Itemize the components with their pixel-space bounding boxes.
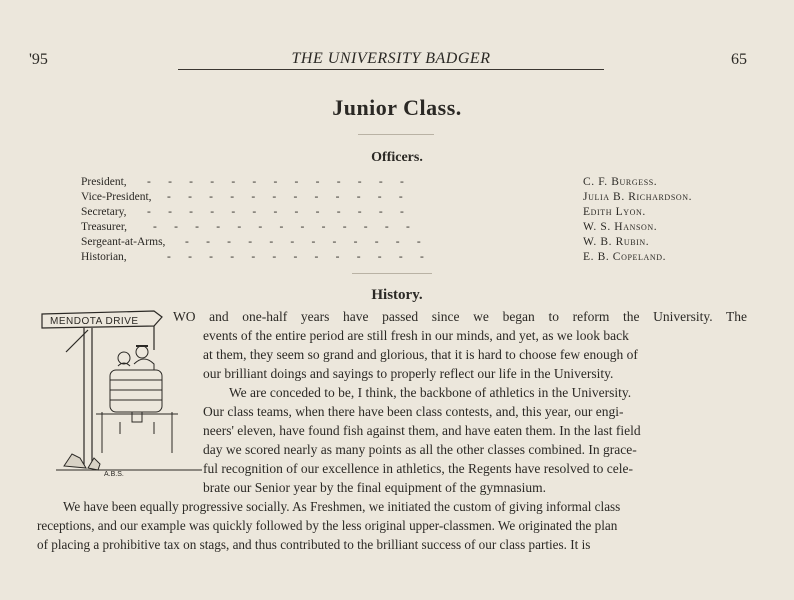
officers-heading: Officers. xyxy=(371,150,423,165)
officer-row xyxy=(81,190,701,205)
officer-name: W. B. Rubin. xyxy=(583,236,650,248)
officer-row xyxy=(81,175,701,190)
history-line: ful recognition of our excellence in athletics, the Regents have resolved to cele- xyxy=(203,461,633,476)
officer-row xyxy=(81,220,701,235)
leader-dots: - - - - - - - - - - - - - xyxy=(147,176,404,188)
rocks xyxy=(56,454,202,470)
history-line: day we scored nearly as many points as all the other classes combined. In grace- xyxy=(203,442,637,457)
officer-row xyxy=(81,235,701,250)
history-heading: History. xyxy=(371,287,423,303)
section-title: Junior Class. xyxy=(332,95,462,120)
leader-dots: - - - - - - - - - - - - xyxy=(185,236,421,248)
officer-name: Edith Lyon. xyxy=(583,206,646,218)
officer-name: C. F. Burgess. xyxy=(583,176,658,188)
mendota-drive-illustration xyxy=(36,308,204,480)
officer-role: Historian, xyxy=(81,251,127,263)
leader-dots: - - - - - - - - - - - - xyxy=(167,191,403,203)
history-line: We have been equally progressive socially. As Freshmen, we initiated the custom of giving informal class xyxy=(63,499,621,514)
officer-role: Sergeant-at-Arms, xyxy=(81,236,166,248)
leader-dots: - - - - - - - - - - - - - xyxy=(153,221,410,233)
history-line: events of the entire period are still fresh in our minds, and yet, as we look back xyxy=(203,328,629,343)
header-rule xyxy=(178,69,604,70)
leader-dots: - - - - - - - - - - - - - xyxy=(167,251,424,263)
history-line: We are conceded to be, I think, the backbone of athletics in the University. xyxy=(229,385,632,400)
artist-initials: A.B.S. xyxy=(104,471,124,478)
history-line: at them, they seem so grand and glorious, that it is hard to choose few enough of xyxy=(203,347,638,362)
officer-role: Vice-President, xyxy=(81,191,152,203)
history-line: receptions, and our example was quickly followed by the less original upper-classmen. We originated the plan xyxy=(37,518,618,533)
paragraph-continued xyxy=(203,326,747,497)
paragraph-full-width xyxy=(37,497,747,554)
officer-row xyxy=(81,250,701,265)
section-divider xyxy=(352,273,432,274)
sign-label: MENDOTA DRIVE xyxy=(50,316,139,327)
leader-dots: - - - - - - - - - - - - - xyxy=(147,206,404,218)
officer-role: President, xyxy=(81,176,127,188)
title-divider xyxy=(358,134,434,135)
history-line: WO and one-half years have passed since we began to reform the University. The xyxy=(173,309,747,324)
officer-name: W. S. Hanson. xyxy=(583,221,658,233)
page-number: 65 xyxy=(731,51,747,68)
drop-cap-paragraph xyxy=(173,307,747,326)
history-line: neers' eleven, have found fish against them, and have eaten them. In the last field xyxy=(203,423,641,438)
history-line: brate our Senior year by the final equipment of the gymnasium. xyxy=(203,480,547,495)
running-title: THE UNIVERSITY BADGER xyxy=(291,50,491,67)
officer-name: E. B. Copeland. xyxy=(583,251,667,263)
running-year: '95 xyxy=(29,51,48,68)
officer-row xyxy=(81,205,701,220)
bench-with-couple xyxy=(96,346,178,453)
officer-name: Julia B. Richardson. xyxy=(583,191,693,203)
history-line: our brilliant doings and sayings to properly reflect our life in the University. xyxy=(203,366,614,381)
officer-role: Secretary, xyxy=(81,206,127,218)
history-line: Our class teams, when there have been class contests, and, this year, our engi- xyxy=(203,404,624,419)
history-line: of placing a prohibitive tax on stags, and thus contributed to the brilliant success of our class parties. It is xyxy=(37,537,591,552)
officer-role: Treasurer, xyxy=(81,221,128,233)
